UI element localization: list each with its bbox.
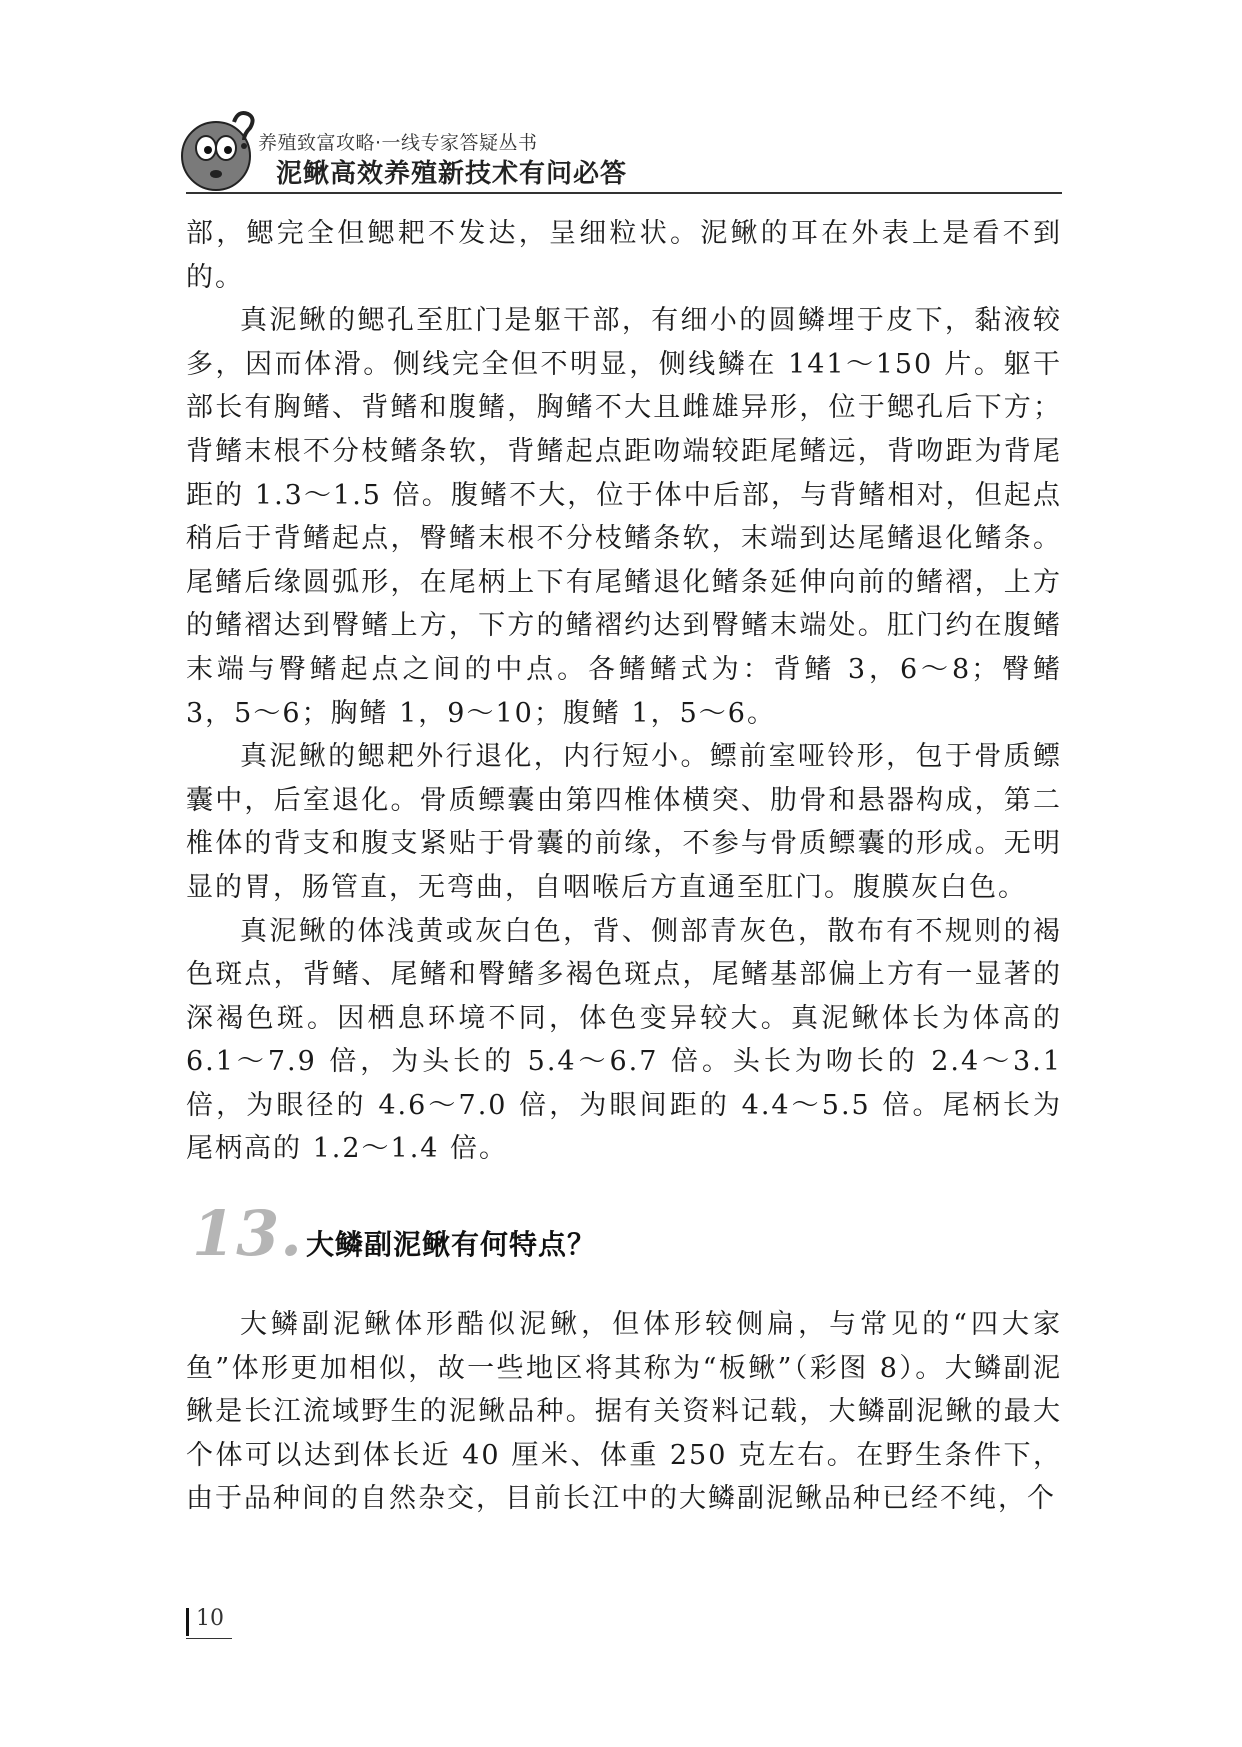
header-rule (186, 192, 1062, 194)
footer-underline (186, 1638, 232, 1639)
page-footer (186, 1606, 236, 1646)
paragraph-2: 真泥鳅的鳃孔至肛门是躯干部，有细小的圆鳞埋于皮下，黏液较多，因而体滑。侧线完全但不明显，侧线鳞在 141～150 片。躯干部长有胸鳍、背鳍和腹鳍，胸鳍不大且雌雄异形，位于鳃孔后下方；背鳍末根不分枝鳍条软，背鳍起点距吻端较距尾鳍远，背吻距为背尾距的 1.3～1.5 倍。腹鳍不大，位于体中后部，与背鳍相对，但起点稍后于背鳍起点，臀鳍末根不分枝鳍条软，末端到达尾鳍退化鳍条。尾鳍后缘圆弧形，在尾柄上下有尾鳍退化鳍条延伸向前的鳍褶，上方的鳍褶达到臀鳍上方，下方的鳍褶约达到臀鳍末端处。肛门约在腹鳍末端与臀鳍起点之间的中点。各鳍鳍式为：背鳍 3，6～8；臀鳍 3，5～6；胸鳍 1，9～10；腹鳍 1，5～6。 (186, 305, 1062, 729)
paragraph-5: 大鳞副泥鳅体形酷似泥鳅，但体形较侧扁，与常见的“四大家鱼”体形更加相似，故一些地区将其称为“板鳅”（彩图 8）。大鳞副泥鳅是长江流域野生的泥鳅品种。据有关资料记载，大鳞副泥鳅的最大个体可以达到体长近 40 厘米、体重 250 克左右。在野生条件下，由于品种间的自然杂交，目前长江中的大鳞副泥鳅品种已经不纯，个 (186, 1309, 1062, 1515)
page-number: 10 (196, 1606, 224, 1631)
running-header (178, 104, 1058, 194)
page-body (186, 212, 1062, 1521)
question-title: 大鳞副泥鳅有何特点？ (306, 1228, 597, 1262)
series-title: 养殖致富攻略·一线专家答疑丛书 (258, 132, 538, 154)
footer-bar (186, 1608, 189, 1636)
paragraph-3: 真泥鳅的鳃耙外行退化，内行短小。鳔前室哑铃形，包于骨质鳔囊中，后室退化。骨质鳔囊由第四椎体横突、肋骨和悬器构成，第二椎体的背支和腹支紧贴于骨囊的前缘，不参与骨质鳔囊的形成。无明显的胃，肠管直，无弯曲，自咽喉后方直通至肛门。腹膜灰白色。 (186, 741, 1062, 903)
paragraph-4: 真泥鳅的体浅黄或灰白色，背、侧部青灰色，散布有不规则的褐色斑点，背鳍、尾鳍和臀鳍多褐色斑点，尾鳍基部偏上方有一显著的深褐色斑。因栖息环境不同，体色变异较大。真泥鳅体长为体高的 6.1～7.9 倍，为头长的 5.4～6.7 倍。头长为吻长的 2.4～3.1 倍，为眼径的 4.6～7.0 倍，为眼间距的 4.4～5.5 倍。尾柄长为尾柄高的 1.2～1.4 倍。 (186, 915, 1062, 1165)
book-title: 泥鳅高效养殖新技术有问必答 (276, 159, 628, 189)
question-number: 13. (192, 1197, 303, 1271)
paragraph-1: 部，鳃完全但鳃耙不发达，呈细粒状。泥鳅的耳在外表上是看不到的。 (186, 218, 1062, 293)
question-heading (186, 1193, 1062, 1303)
